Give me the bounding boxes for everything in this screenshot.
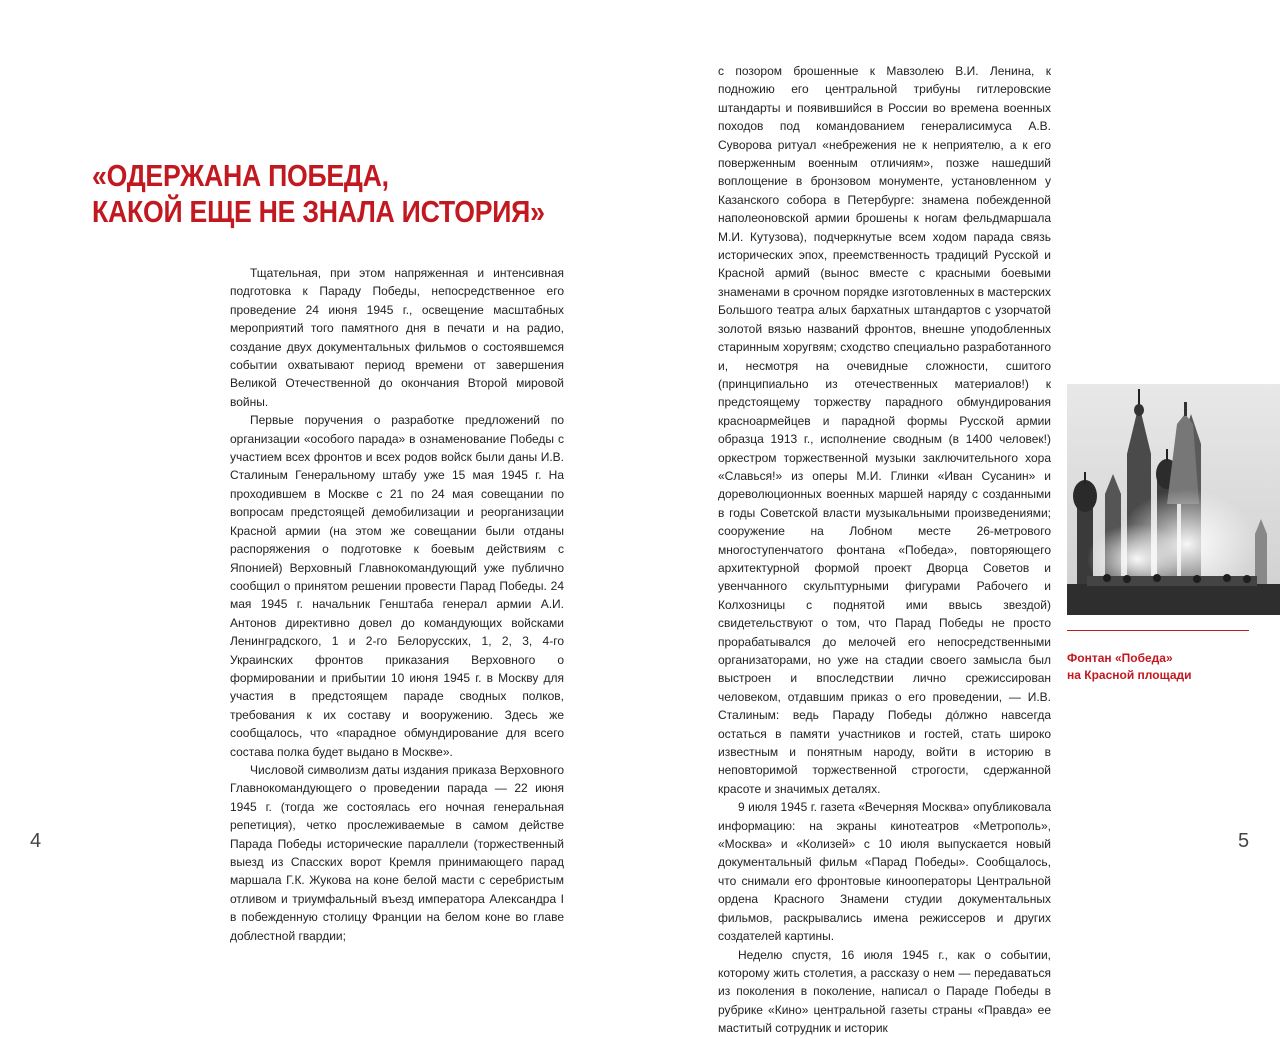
title-line: «ОДЕРЖАНА ПОБЕДА, [92,158,389,193]
page-number-right: 5 [1238,830,1250,852]
paragraph: 9 июля 1945 г. газета «Вечерняя Москва» опубликовала информацию: на экраны кинотеатров «Метрополь», «Москва» и «Колизей» с 10 июля выпускается новый документальный фильм «Парад Победы». Сообщалось, что снимали его фронтовые кинооператоры Центральной ордена Красного Знамени студии документальных фильмов, раскрывались имена режиссеров и других создателей картины. [718,800,1051,944]
article-title [92,158,545,230]
caption-line: на Красной площади [1067,668,1192,682]
title-line: КАКОЙ ЕЩЕ НЕ ЗНАЛА ИСТОРИЯ» [92,194,545,229]
right-text-column [718,62,1051,1038]
paragraph: с позором брошенные к Мавзолею В.И. Ленина, к подножию его центральной трибуны гитлеровские штандарты и появившийся в России во времена военных походов под командованием генералисимуса А.В. Суворова ритуал «небрежения не к неприятелю, а к его поверженным военным отличиям», позже нашедший воплощение в бронзовом монументе, установленном у Казанского собора в Петербурге: знамена побежденной наполеоновской армии брошены к ногам фельдмаршала М.И. Кутузова), подчеркнутые всем ходом парада связь исторических эпох, преемственность традиций Русской и Красной армий (вынос вместе с красными боевыми знаменами в срочном порядке изготовленных в мастерских Большого театра алых бархатных штандартов с узорчатой золотой вязью названий фронтов, внешне уподобленных старинным хоругвям; сходство специально разработанного и, несмотря на очевидные сложности, сшитого (принципиально из отечественных материалов!) к предстоящему торжеству парадного обмундирования красноармейцев и парадной формы Русской армии образца 1913 г., исполнение сводным (в 1400 человек!) оркестром торжественной музыки заключительного хора «Славься!» из оперы М.И. Глинки «Иван Сусанин» и дореволюционных военных маршей наряду с созданными в годы Советской власти музыкальными произведениями; сооружение на Лобном месте 26-метрового многоступенчатого фонтана «Победа», повторяющего архитектурной формой проект Дворца Советов и увенчанного скульптурными фигурами Рабочего и Колхозницы с поднятой ими ввысь звездой) свидетельствуют о том, что Парад Победы не просто прорабатывался до мелочей его непосредственными организаторами, но уже на стадии своего замысла был выстроен и впоследствии лично срежиссирован человеком, отдавшим приказ о его проведении, — И.В. Сталиным: ведь Параду Победы дóлжно навсегда остаться в памяти участников и гостей, стать широко известным и понятным народу, войти в историю в неповторимой торжественной строгости, сдержанной красоте и значимых деталях. [718,64,1051,796]
paragraph: Числовой символизм даты издания приказа Верховного Главнокомандующего о проведении парада — 22 июня 1945 г. (тогда же состоялась его ночная генеральная репетиция), четко прослеживаемые в самом действе Парада Победы исторические параллели (торжественный выезд из Спасских ворот Кремля принимающего парад маршала Г.К. Жукова на коне белой масти с серебристым отливом и триумфальный въезд императора Александра I в побежденную столицу Франции на белом коне во главе доблестной гвардии; [230,762,564,943]
paragraph: Неделю спустя, 16 июля 1945 г., как о событии, которому жить столетия, а рассказу о нем — передаваться из поколения в поколение, написал о Параде Победы в рубрике «Кино» центральной газеты страны «Правда» ее маститый сотрудник и историк [718,947,1051,1036]
caption-rule [1067,630,1249,631]
fountain-photo [1067,384,1280,615]
photo-caption [1067,650,1247,684]
caption-line: Фонтан «Победа» [1067,651,1173,665]
paragraph: Первые поручения о разработке предложений по организации «особого парада» в ознаменование Победы с участием всех фронтов и всех родов войск были даны И.В. Сталиным Генеральному штабу уже 15 мая 1945 г. На проходившем в Москве с 21 по 24 мая совещании по вопросам предстоящей демобилизации и реорганизации Красной армии (на этом же совещании были отданы распоряжения о подготовке к боевым действиям с Японией) Верховный Главнокомандующий уже публично сообщил о принятом решении провести Парад Победы. 24 мая 1945 г. начальник Генштаба генерал армии А.И. Антонов директивно довел до командующих войсками Ленинградского, 1 и 2-го Белорусских, 1, 2, 3, 4-го Украинских фронтов приказания Верховного о формировании и прибытии 10 июня 1945 г. в Москву для участия в предстоящем параде сводных полков, требования к их составу и вооружению. Здесь же сообщалось, что «парадное обмундирование для всего состава полка будет выдано в Москве». [230,413,564,759]
page-number-left: 4 [30,830,42,852]
left-text-column [230,264,564,945]
paragraph: Тщательная, при этом напряженная и интенсивная подготовка к Параду Победы, непосредственное его проведение 24 июня 1945 г., освещение масштабных мероприятий того памятного дня в печати и на радио, создание двух документальных фильмов о состоявшемся событии охватывают период времени от завершения Великой Отечественной до окончания Второй мировой войны. [230,266,564,409]
